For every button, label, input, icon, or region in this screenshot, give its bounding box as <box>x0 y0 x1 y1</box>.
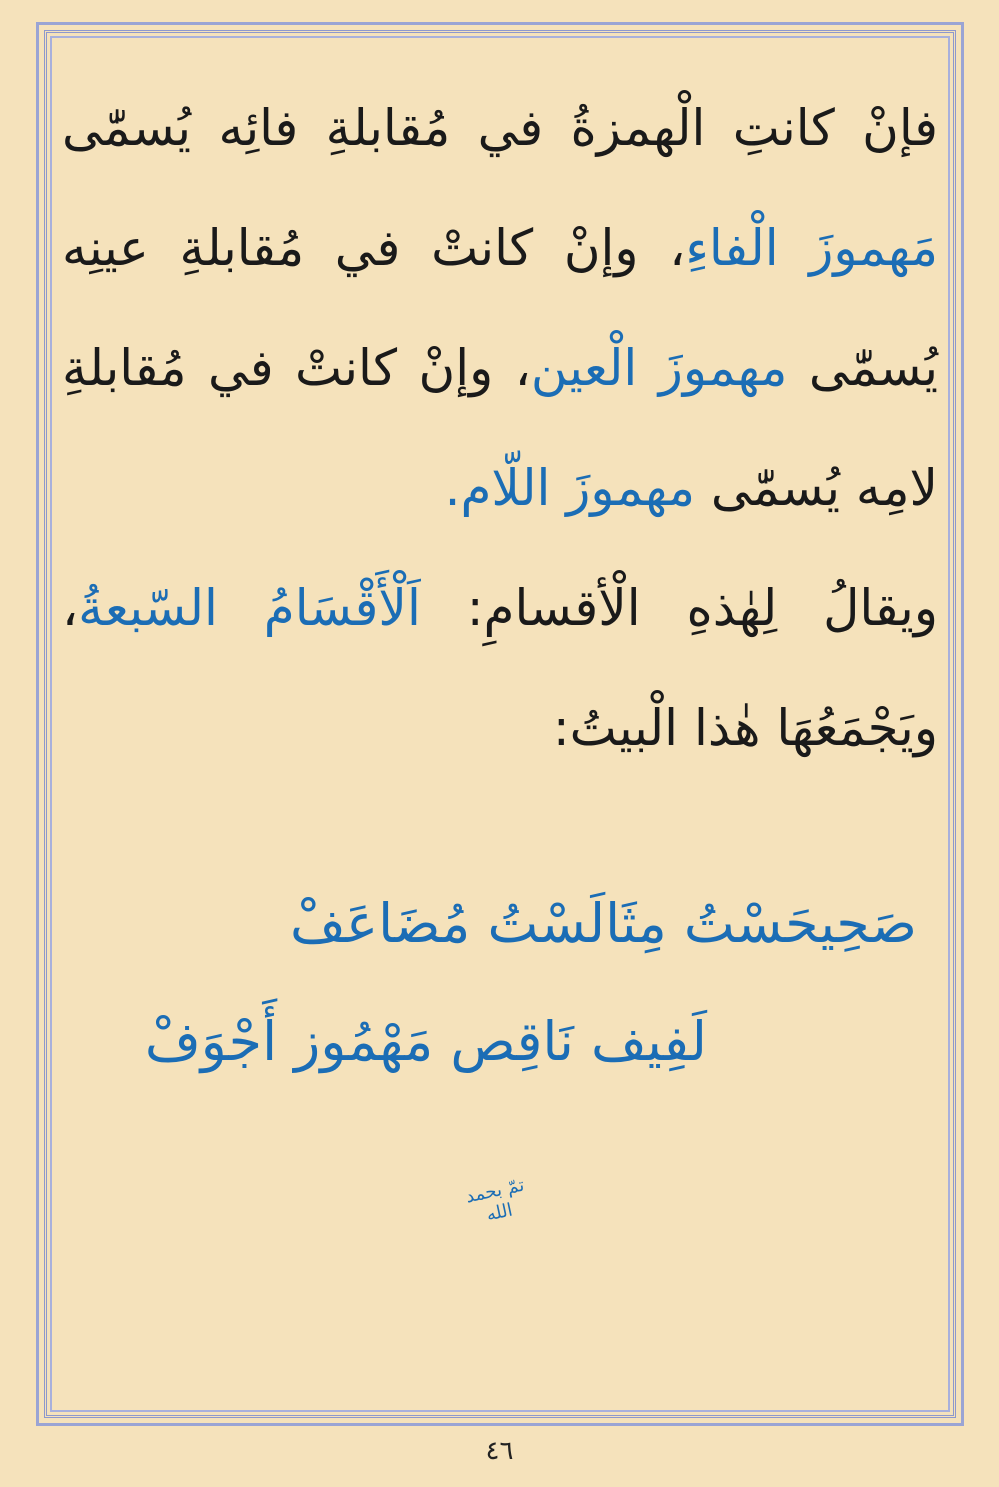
paragraph1-line4-start: لامِه يُسمّٰى <box>695 459 938 517</box>
closing-calligraphy: تمّ بحمد الله <box>463 1174 527 1226</box>
term-mahmuz-al-lam: مهموزَ اللّام. <box>444 459 695 517</box>
term-mahmuz-al-fa: مَهموزَ الْفاءِ <box>685 219 938 277</box>
verse-line-2: لَفِيف نَاقِص مَهْمُوز أَجْوَفْ <box>144 1010 707 1073</box>
paragraph2-line1-end: ، <box>62 579 79 637</box>
page-number: ٤٦ <box>485 1436 514 1466</box>
paragraph2-line2-text: ويَجْمَعُهَا هٰذا الْبيتُ: <box>552 699 938 757</box>
paragraph2-line2 <box>62 668 938 788</box>
paragraph1-line1-text: فإنْ كانتِ الْهمزةُ في مُقابلةِ فائِه يُسمّٰى <box>62 99 938 157</box>
term-seven-categories: اَلْأَقْسَامُ السّبعةُ <box>78 579 421 637</box>
main-text <box>62 68 938 788</box>
paragraph1-line4 <box>62 428 938 548</box>
paragraph2-line1 <box>62 548 938 668</box>
paragraph1-line2 <box>62 188 938 308</box>
paragraph1-line3-rest: ، وإنْ كانتْ في مُقابلةِ <box>62 339 531 397</box>
paragraph2-line1-start: ويقالُ لِهٰذهِ الْأقسامِ: <box>420 579 938 637</box>
paragraph1-line1 <box>62 68 938 188</box>
paragraph1-line3-start: يُسمّٰى <box>787 339 938 397</box>
paragraph1-line2-rest: ، وإنْ كانتْ في مُقابلةِ عينِه <box>62 219 686 277</box>
paragraph1-line3 <box>62 308 938 428</box>
verse-line-1: صَحِيحَسْتُ مِثَالَسْتُ مُضَاعَفْ <box>289 892 917 955</box>
term-mahmuz-al-ayn: مهموزَ الْعين <box>530 339 788 397</box>
